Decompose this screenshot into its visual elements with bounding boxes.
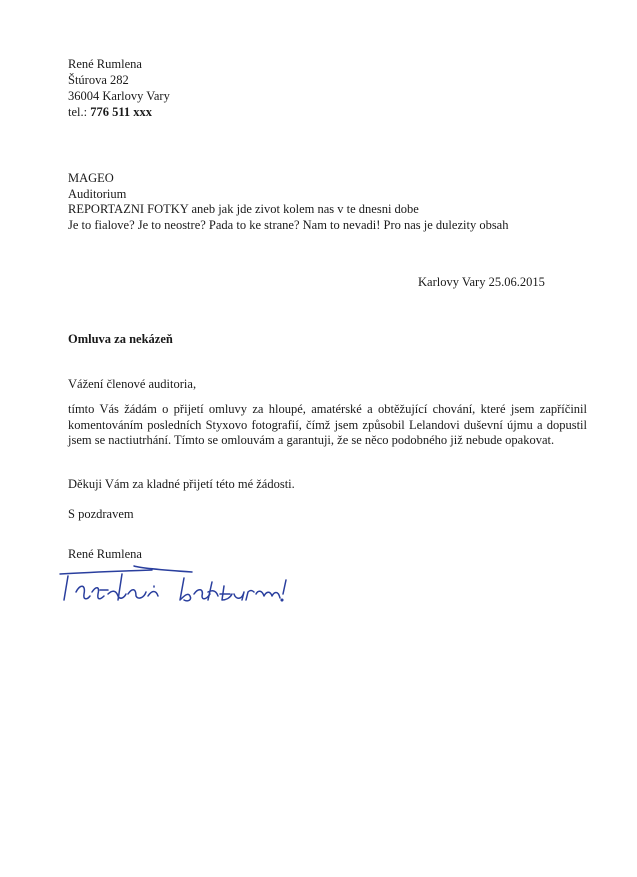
body-paragraph: tímto Vás žádám o přijetí omluvy za hloupé, amatérské a obtěžující chování, které jsem zapříčinil komentováním posledních Styxovo fotografií, čímž jsem způsobil Lelandovi duševní újmu a dopustil jsem se nactiutrhání. Tímto se omlouvám a garantuji, že se něco podobného již nebude opakovat. — [68, 402, 587, 447]
sender-city: 36004 Karlovy Vary — [68, 89, 170, 103]
recipient-line-2: Auditorium — [68, 187, 127, 201]
recipient-line-1: MAGEO — [68, 171, 114, 185]
recipient-line-3: REPORTAZNI FOTKY aneb jak jde zivot kolem nas v te dnesni dobe — [68, 202, 419, 216]
date-place: Karlovy Vary 25.06.2015 — [418, 275, 545, 289]
recipient-line-4: Je to fialove? Je to neostre? Pada to ke strane? Nam to nevadi! Pro nas je dulezity obsah — [68, 218, 509, 232]
salutation: Vážení členové auditoria, — [68, 377, 197, 391]
sender-name: René Rumlena — [68, 57, 142, 71]
sender-phone — [68, 104, 152, 120]
phone-value: 776 511 xxx — [90, 105, 153, 119]
phone-label: tel.: — [68, 105, 88, 119]
signature-name: René Rumlena — [68, 547, 142, 561]
handwritten-signature — [52, 560, 292, 620]
subject: Omluva za nekázeň — [68, 332, 173, 346]
closing: S pozdravem — [68, 507, 134, 521]
sender-street: Štúrova 282 — [68, 73, 129, 87]
thanks-line: Děkuji Vám za kladné přijetí této mé žádosti. — [68, 477, 295, 491]
